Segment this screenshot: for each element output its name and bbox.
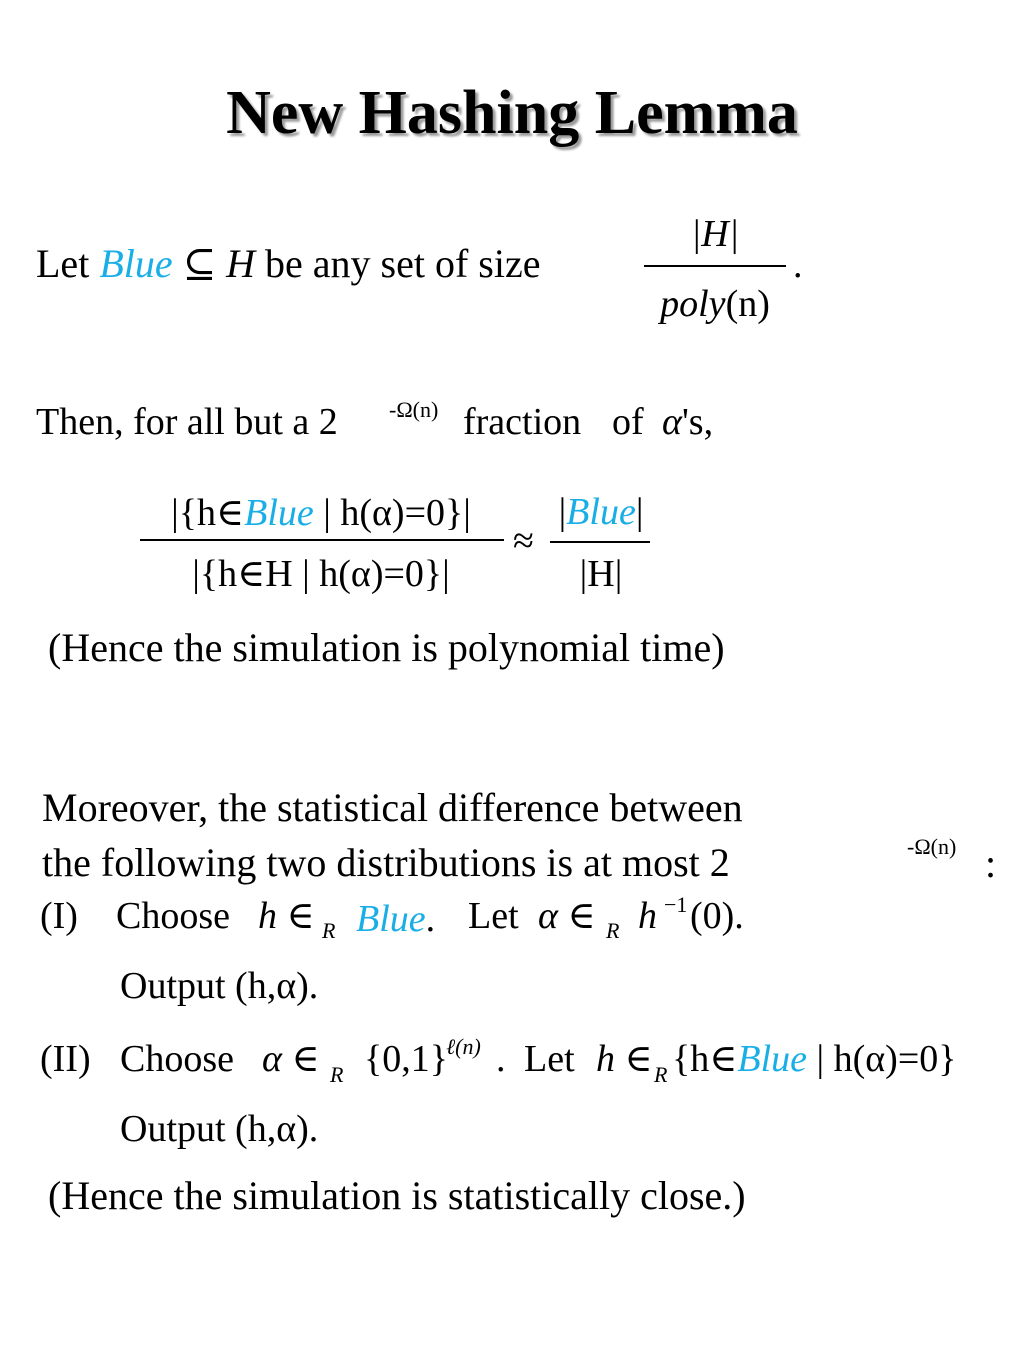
then-text: Then, for all but a 2 bbox=[36, 401, 338, 443]
item-1-h-inverse: h bbox=[638, 895, 657, 937]
item-2-sub-R2: R bbox=[654, 1062, 668, 1087]
item-2-alpha: α ∈ bbox=[262, 1038, 320, 1080]
item-1-zero: (0). bbox=[690, 895, 744, 937]
item-1-label: (I) bbox=[40, 895, 78, 937]
of-word: of bbox=[612, 401, 644, 443]
period: . bbox=[793, 244, 803, 286]
item-1-sub-R: R bbox=[322, 918, 336, 943]
item-1-output: Output (h,α). bbox=[120, 965, 319, 1007]
note-polynomial-time: (Hence the simulation is polynomial time) bbox=[48, 625, 725, 670]
size-fraction-denominator: poly(n) bbox=[660, 283, 770, 325]
moreover-line-1: Moreover, the statistical difference between bbox=[42, 785, 743, 830]
size-fraction-numerator: |H| bbox=[690, 213, 740, 255]
item-2-sub-R: R bbox=[330, 1062, 344, 1087]
item-2-dot: . bbox=[496, 1038, 506, 1080]
item-1-blue: Blue. bbox=[356, 898, 436, 940]
moreover-line-2: the following two distributions is at most 2 bbox=[42, 840, 730, 885]
item-2-set: {0,1} bbox=[364, 1038, 448, 1080]
slide-title: New Hashing Lemma bbox=[226, 79, 798, 147]
rhs-denominator: |H| bbox=[579, 553, 623, 595]
lhs-numerator: |{h∈Blue | h(α)=0}| bbox=[171, 492, 471, 534]
let-word: Let bbox=[36, 241, 90, 286]
item-2-label: (II) bbox=[40, 1038, 91, 1080]
rhs-fraction-bar bbox=[550, 541, 650, 543]
item-2-let: Let bbox=[524, 1038, 575, 1080]
size-fraction-bar bbox=[644, 265, 786, 267]
note-statistically-close: (Hence the simulation is statistically close.) bbox=[48, 1173, 746, 1218]
line-let-blue bbox=[36, 241, 541, 286]
item-1-choose: Choose bbox=[116, 895, 230, 937]
item-2-choose: Choose bbox=[120, 1038, 234, 1080]
item-1-let: Let bbox=[468, 895, 519, 937]
approx-symbol: ≈ bbox=[513, 520, 534, 562]
lhs-fraction-bar bbox=[140, 539, 504, 541]
item-2-output: Output (h,α). bbox=[120, 1108, 319, 1150]
subseteq-symbol: ⊆ bbox=[182, 241, 217, 286]
lhs-denominator: |{h∈H | h(α)=0}| bbox=[192, 553, 450, 595]
item-2-h: h ∈ bbox=[596, 1038, 653, 1080]
blue-set: Blue bbox=[99, 241, 173, 286]
moreover-exponent: -Ω(n) bbox=[907, 834, 957, 859]
fraction-word: fraction bbox=[463, 401, 582, 443]
item-1-h: h ∈ bbox=[258, 895, 315, 937]
item-2-exp: ℓ(n) bbox=[446, 1034, 481, 1059]
item-2-blue-set: {h∈Blue | h(α)=0} bbox=[672, 1038, 957, 1080]
size-text: be any set of size bbox=[265, 241, 541, 286]
item-1-sub-R2: R bbox=[606, 918, 620, 943]
moreover-colon: : bbox=[985, 841, 997, 886]
item-1-inverse-exp: −1 bbox=[664, 892, 688, 917]
alpha-symbol: α's, bbox=[662, 401, 714, 443]
item-1-alpha: α ∈ bbox=[538, 895, 596, 937]
omega-exponent: -Ω(n) bbox=[389, 397, 439, 422]
set-H: H bbox=[226, 241, 256, 286]
rhs-numerator: |Blue| bbox=[558, 491, 644, 533]
